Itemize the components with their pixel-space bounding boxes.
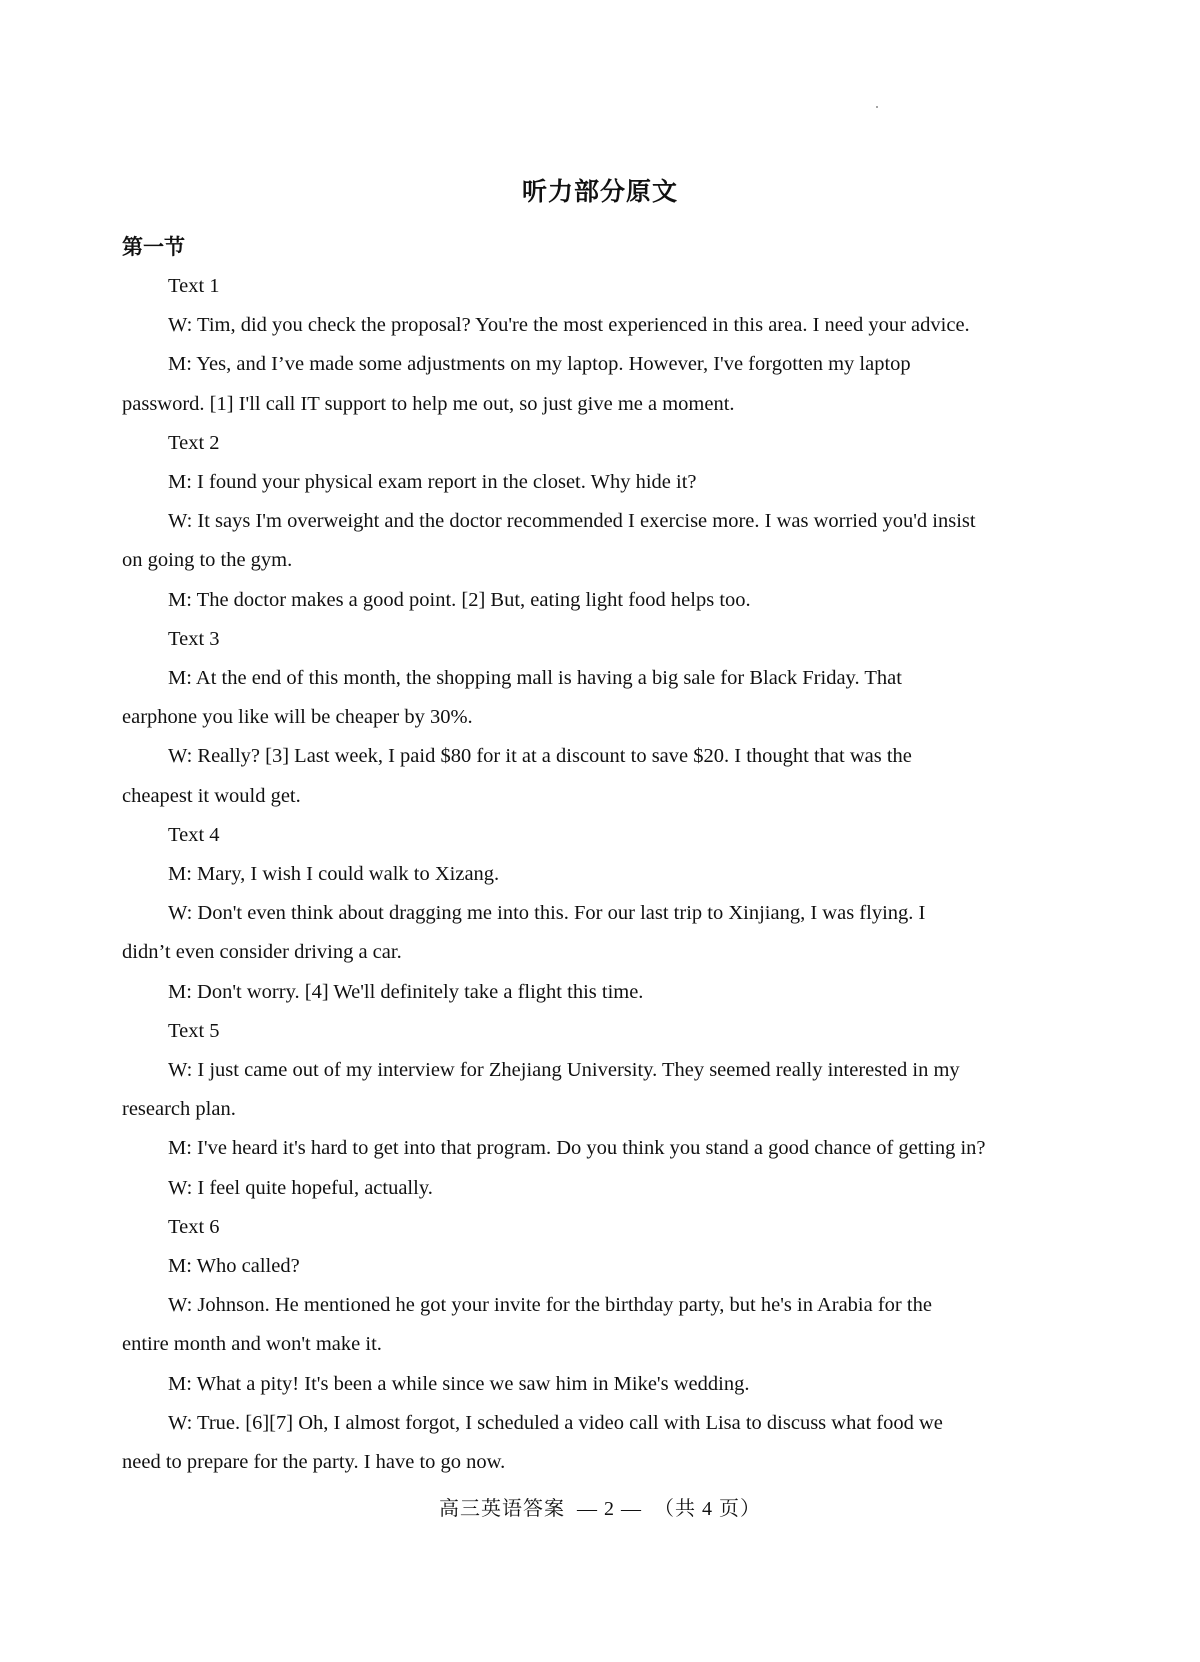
transcript-line: W: Tim, did you check the proposal? You're the most experienced in this area. I need your advice. [168, 314, 970, 337]
transcript-line: M: What a pity! It's been a while since we saw him in Mike's wedding. [168, 1372, 750, 1395]
transcript-line: W: Don't even think about dragging me into this. For our last trip to Xinjiang, I was flying. I [168, 902, 926, 925]
transcript-line: need to prepare for the party. I have to go now. [122, 1451, 506, 1474]
transcript-line: M: I've heard it's hard to get into that program. Do you think you stand a good chance of getting in? [168, 1137, 986, 1160]
transcript-line: on going to the gym. [122, 549, 293, 572]
transcript-line: W: Really? [3] Last week, I paid $80 for it at a discount to save $20. I thought that was the [168, 745, 912, 768]
transcript-line: W: I feel quite hopeful, actually. [168, 1176, 433, 1199]
transcript-line: research plan. [122, 1098, 236, 1121]
transcript-line: entire month and won't make it. [122, 1333, 382, 1356]
transcript-line: M: Mary, I wish I could walk to Xizang. [168, 863, 500, 886]
transcript-line: didn’t even consider driving a car. [122, 941, 402, 964]
transcript-line: M: Yes, and I’ve made some adjustments on my laptop. However, I've forgotten my laptop [168, 353, 911, 376]
text-label: Text 5 [168, 1019, 220, 1042]
transcript-line: M: I found your physical exam report in the closet. Why hide it? [168, 471, 697, 494]
transcript-line: W: True. [6][7] Oh, I almost forgot, I scheduled a video call with Lisa to discuss what food we [168, 1411, 943, 1434]
text-label: Text 6 [168, 1215, 220, 1238]
transcript-lines [122, 267, 1097, 1482]
text-label: Text 2 [168, 431, 220, 454]
transcript-line: password. [1] I'll call IT support to help me out, so just give me a moment. [122, 392, 735, 415]
transcript-line: M: At the end of this month, the shopping mall is having a big sale for Black Friday. That [168, 667, 902, 690]
transcript-body [122, 228, 1097, 1482]
text-label: Text 3 [168, 627, 220, 650]
page-footer: 高三英语答案 — 2 — （共 4 页） [439, 1498, 761, 1520]
transcript-line: W: It says I'm overweight and the doctor recommended I exercise more. I was worried you'd insist [168, 510, 976, 533]
transcript-line: M: The doctor makes a good point. [2] But, eating light food helps too. [168, 588, 751, 611]
transcript-line: W: I just came out of my interview for Zhejiang University. They seemed really interested in my [168, 1059, 960, 1082]
text-label: Text 1 [168, 275, 220, 297]
text-label: Text 4 [168, 823, 220, 846]
transcript-line: earphone you like will be cheaper by 30%. [122, 706, 473, 729]
transcript-line: M: Don't worry. [4] We'll definitely take a flight this time. [168, 980, 644, 1003]
transcript-line: cheapest it would get. [122, 784, 301, 807]
section-heading: 第一节 [122, 235, 185, 259]
transcript-line: W: Johnson. He mentioned he got your invite for the birthday party, but he's in Arabia for the [168, 1294, 932, 1317]
transcript-line: M: Who called? [168, 1255, 300, 1278]
scan-speck [876, 106, 878, 108]
page-title: 听力部分原文 [521, 179, 678, 206]
